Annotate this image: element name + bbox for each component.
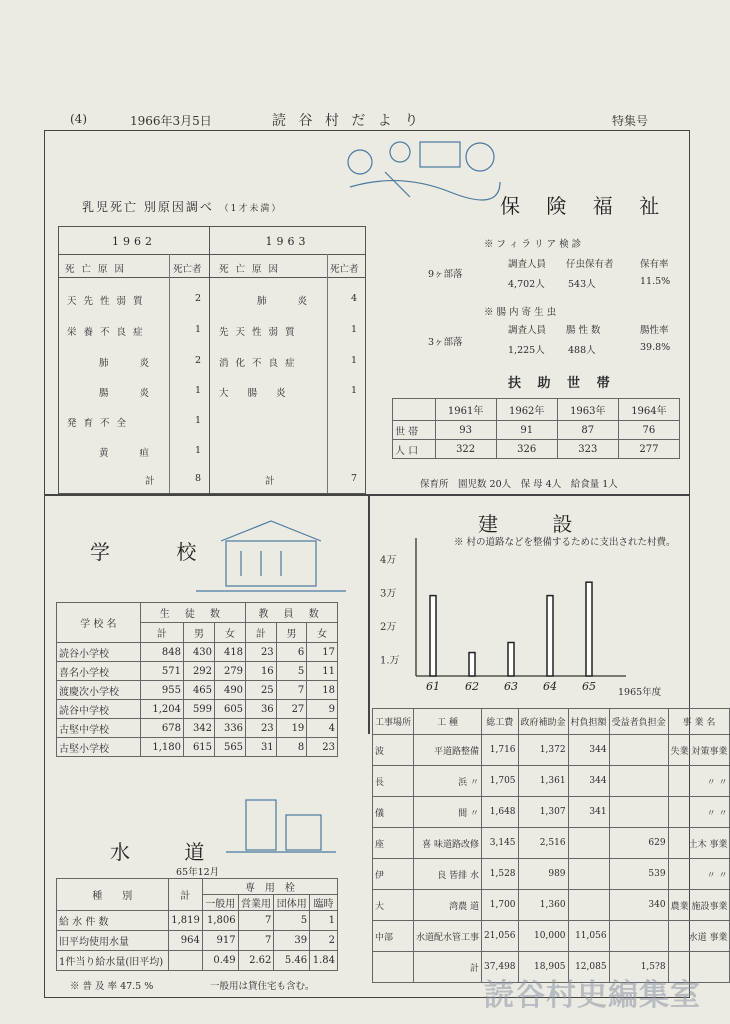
- table-cell: 12,085: [568, 952, 609, 983]
- table-cell: 水道配水管工事: [414, 921, 482, 952]
- table-cell: 37,498: [482, 952, 519, 983]
- worm-heading: ※ 腸 内 寄 生 虫: [484, 307, 557, 318]
- table-cell: 615: [184, 738, 215, 757]
- table-cell: 0.49: [202, 951, 238, 971]
- table-cell: 〃 〃: [668, 766, 730, 797]
- water-title: 水 道: [110, 840, 229, 864]
- cause: 天 先 性 弱 質: [67, 296, 145, 307]
- table-cell: 古堅中学校: [57, 719, 141, 738]
- x-tick-label: 61: [426, 680, 440, 693]
- filaria-area: 9ヶ部落: [428, 269, 463, 280]
- cause: 大 腸 炎: [219, 388, 294, 399]
- table-row: [57, 931, 338, 951]
- filaria-heading: ※ フ ィ ラ リ ア 検 診: [484, 239, 582, 250]
- table-cell: 儀: [373, 797, 414, 828]
- column-header: 生 徒 数: [140, 603, 245, 623]
- value: 543人: [568, 279, 596, 290]
- table-cell: 2,516: [518, 828, 568, 859]
- table-cell: 喜名小学校: [57, 662, 141, 681]
- table-cell: 1,361: [518, 766, 568, 797]
- table-cell: 465: [184, 681, 215, 700]
- table-cell: 間 〃: [414, 797, 482, 828]
- table-cell: 水道 事業: [668, 921, 730, 952]
- y-tick-label: 3万: [380, 588, 397, 600]
- table-cell: [609, 766, 668, 797]
- count: 1: [350, 355, 357, 366]
- table-row: [373, 766, 730, 797]
- table-cell: 平道路整備: [414, 735, 482, 766]
- y-tick-label: 2万: [380, 621, 397, 633]
- table-row: [57, 700, 338, 719]
- column-header: 男: [276, 623, 307, 643]
- table-row: [57, 951, 338, 971]
- year-header: 1963年: [557, 399, 618, 421]
- nursery-info: 保育所 園児数 20人 保 母 4人 給食量 1人: [420, 479, 618, 490]
- column-header: 種 別: [57, 879, 169, 911]
- column-header: 学 校 名: [57, 603, 141, 643]
- fiscal-year-label: 1965年度: [618, 687, 662, 698]
- table-cell: 1,180: [140, 738, 183, 757]
- column-header: 死亡者: [173, 264, 202, 275]
- table-cell: 1: [310, 911, 338, 931]
- value: 488人: [568, 345, 596, 356]
- table-row: [57, 662, 338, 681]
- value: 39.8%: [640, 342, 671, 353]
- table-cell: 1,360: [518, 890, 568, 921]
- value: 277: [618, 440, 679, 459]
- table-cell: 565: [215, 738, 246, 757]
- table-cell: 1,648: [482, 797, 519, 828]
- column-header: 村負担額: [568, 709, 609, 735]
- table-cell: 599: [184, 700, 215, 719]
- table-cell: 1,372: [518, 735, 568, 766]
- table-cell: 9: [307, 700, 338, 719]
- table-cell: 1,307: [518, 797, 568, 828]
- table-cell: 1,528: [482, 859, 519, 890]
- table-row: [57, 911, 338, 931]
- cause: 黄 疸: [98, 448, 163, 459]
- value: 1,225人: [508, 345, 545, 356]
- table-row: [57, 681, 338, 700]
- school-illustration: [196, 516, 346, 596]
- table-cell: 7: [238, 931, 274, 951]
- table-cell: 11: [307, 662, 338, 681]
- coverage-note: ※ 普 及 率 47.5 %: [70, 981, 154, 992]
- count: 1: [194, 415, 201, 426]
- table-cell: 大: [373, 890, 414, 921]
- table-cell: 344: [568, 735, 609, 766]
- bar: [547, 596, 553, 676]
- table-cell: 7: [238, 911, 274, 931]
- table-cell: 1,204: [140, 700, 183, 719]
- column-header: 総工費: [482, 709, 519, 735]
- y-tick-label: 4万: [380, 554, 397, 566]
- table-cell: 539: [609, 859, 668, 890]
- column-header: 工 種: [414, 709, 482, 735]
- table-cell: 989: [518, 859, 568, 890]
- bar: [469, 653, 475, 676]
- table-cell: 3,145: [482, 828, 519, 859]
- table-cell: 1,700: [482, 890, 519, 921]
- column-header: 仔虫保有者: [566, 259, 614, 270]
- table-cell: 湾農 道: [414, 890, 482, 921]
- table-cell: 波: [373, 735, 414, 766]
- table-cell: 336: [215, 719, 246, 738]
- column-header: 団体用: [274, 895, 310, 911]
- column-header: 女: [307, 623, 338, 643]
- year-header: 1962年: [496, 399, 557, 421]
- column-header: 専 用 栓: [202, 879, 337, 895]
- column-header: 営業用: [238, 895, 274, 911]
- divider: [44, 494, 368, 496]
- cause: 栄 養 不 良 症: [67, 327, 145, 338]
- table-cell: 23: [246, 643, 277, 662]
- column-header: 腸性率: [640, 325, 669, 336]
- table-cell: [609, 921, 668, 952]
- aid-table: [392, 398, 680, 459]
- column-header: 教 員 数: [246, 603, 338, 623]
- cause: 消 化 不 良 症: [219, 358, 297, 369]
- table-cell: 渡慶次小学校: [57, 681, 141, 700]
- count: 1: [194, 385, 201, 396]
- table-cell: 11,056: [568, 921, 609, 952]
- column-header: 死亡者: [330, 264, 359, 275]
- value: 4,702人: [508, 279, 545, 290]
- table-cell: [609, 735, 668, 766]
- bar: [430, 596, 436, 676]
- table-cell: 1,716: [482, 735, 519, 766]
- table-cell: 340: [609, 890, 668, 921]
- table-cell: 848: [140, 643, 183, 662]
- table-cell: 浜 〃: [414, 766, 482, 797]
- divider: [368, 494, 690, 496]
- table-cell: 中部: [373, 921, 414, 952]
- cause: 腸 炎: [98, 388, 163, 399]
- cause: 発 育 不 全: [67, 418, 129, 429]
- table-cell: 39: [274, 931, 310, 951]
- table-cell: 2: [310, 931, 338, 951]
- table-cell: [568, 890, 609, 921]
- total-label: 計: [145, 476, 155, 487]
- table-row: [373, 890, 730, 921]
- table-row: [373, 921, 730, 952]
- table-cell: 23: [307, 738, 338, 757]
- column-header: 一般用: [202, 895, 238, 911]
- column-header: 計: [140, 623, 183, 643]
- table-cell: 1,819: [168, 911, 202, 931]
- cause: 肺 炎: [98, 358, 163, 369]
- year-header: 1962: [112, 235, 156, 248]
- worm-area: 3ヶ部落: [428, 337, 463, 348]
- construction-chart: [372, 528, 688, 704]
- table-row: [373, 797, 730, 828]
- archive-watermark: 読谷村史編集室: [484, 978, 701, 1013]
- table-cell: 失業 対策事業: [668, 735, 730, 766]
- count: 2: [194, 293, 201, 304]
- table-cell: 19: [276, 719, 307, 738]
- table-cell: 1,806: [202, 911, 238, 931]
- table-cell: 1,705: [482, 766, 519, 797]
- column-header: 受益者負担金: [609, 709, 668, 735]
- table-cell: 629: [609, 828, 668, 859]
- aid-title: 扶 助 世 帯: [508, 376, 616, 391]
- value: 93: [435, 421, 496, 440]
- total-label: 計: [265, 476, 275, 487]
- x-tick-label: 62: [465, 680, 479, 693]
- table-cell: 4: [307, 719, 338, 738]
- column-header: 保有率: [640, 259, 669, 270]
- row-label: 世 帯: [393, 421, 436, 440]
- count: 1: [194, 445, 201, 456]
- column-header: 事 業 名: [668, 709, 730, 735]
- table-cell: 21,056: [482, 921, 519, 952]
- column-header: 女: [215, 623, 246, 643]
- year-header: 1964年: [618, 399, 679, 421]
- school-table: [56, 602, 338, 757]
- table-cell: 8: [276, 738, 307, 757]
- table-row: [373, 828, 730, 859]
- table-cell: 964: [168, 931, 202, 951]
- table-cell: 1,5?8: [609, 952, 668, 983]
- column-header: 男: [184, 623, 215, 643]
- table-cell: [568, 859, 609, 890]
- table-row: [373, 735, 730, 766]
- table-cell: 座: [373, 828, 414, 859]
- table-cell: 18: [307, 681, 338, 700]
- table-cell: 27: [276, 700, 307, 719]
- page-number: (4): [70, 112, 87, 126]
- water-note: 一般用は貸住宅も含む。: [210, 981, 315, 992]
- table-cell: 旧平均使用水量: [57, 931, 169, 951]
- table-cell: 605: [215, 700, 246, 719]
- value: 326: [496, 440, 557, 459]
- column-header: 腸 性 数: [566, 325, 601, 336]
- table-row: [57, 738, 338, 757]
- table-cell: 292: [184, 662, 215, 681]
- welfare-title: 保 険 福 祉: [500, 194, 670, 218]
- table-cell: 計: [414, 952, 482, 983]
- table-cell: 農業 施設事業: [668, 890, 730, 921]
- column-header: 工事場所: [373, 709, 414, 735]
- table-cell: 279: [215, 662, 246, 681]
- table-cell: 良 皆排 水: [414, 859, 482, 890]
- table-cell: 917: [202, 931, 238, 951]
- x-tick-label: 63: [504, 680, 518, 693]
- table-cell: 36: [246, 700, 277, 719]
- x-tick-label: 64: [543, 680, 557, 693]
- cause: 肺 炎: [256, 296, 321, 307]
- table-cell: 25: [246, 681, 277, 700]
- year-header: 1963: [265, 235, 310, 248]
- table-cell: 344: [568, 766, 609, 797]
- bar: [508, 643, 514, 677]
- infant-table: [58, 226, 366, 494]
- y-tick-label: 1.万: [380, 655, 400, 667]
- column-header: 調査人員: [508, 325, 547, 336]
- table-cell: 31: [246, 738, 277, 757]
- value: 91: [496, 421, 557, 440]
- table-cell: 342: [184, 719, 215, 738]
- construction-table: [372, 708, 730, 983]
- table-cell: 伊: [373, 859, 414, 890]
- table-cell: 418: [215, 643, 246, 662]
- table-cell: 読谷中学校: [57, 700, 141, 719]
- column-header: 政府補助金: [518, 709, 568, 735]
- column-header: 計: [246, 623, 277, 643]
- divider: [368, 494, 370, 734]
- table-cell: 5: [274, 911, 310, 931]
- table-cell: 喜 味道路改修: [414, 828, 482, 859]
- school-title: 学 校: [90, 540, 227, 564]
- total: 8: [194, 473, 201, 484]
- table-cell: [373, 952, 414, 983]
- value: 11.5%: [640, 276, 671, 287]
- table-cell: 678: [140, 719, 183, 738]
- table-cell: 古堅小学校: [57, 738, 141, 757]
- table-cell: 土木 事業: [668, 828, 730, 859]
- value: 322: [435, 440, 496, 459]
- table-cell: 1.84: [310, 951, 338, 971]
- construction-title: 建 設: [478, 512, 597, 536]
- table-cell: 2.62: [238, 951, 274, 971]
- column-header: 調査人員: [508, 259, 547, 270]
- table-cell: [168, 951, 202, 971]
- water-rows: [57, 911, 338, 971]
- column-header: 臨時: [310, 895, 338, 911]
- table-cell: 給 水 件 数: [57, 911, 169, 931]
- table-cell: 〃 〃: [668, 797, 730, 828]
- table-cell: [568, 828, 609, 859]
- row-label: 人 口: [393, 440, 436, 459]
- table-cell: 18,905: [518, 952, 568, 983]
- table-cell: 16: [246, 662, 277, 681]
- table-cell: 955: [140, 681, 183, 700]
- table-cell: 490: [215, 681, 246, 700]
- water-table: [56, 878, 338, 971]
- table-row: [373, 859, 730, 890]
- table-cell: 17: [307, 643, 338, 662]
- table-cell: 7: [276, 681, 307, 700]
- table-cell: 341: [568, 797, 609, 828]
- x-tick-label: 65: [582, 680, 596, 693]
- column-header: 死 亡 原 因: [65, 264, 127, 275]
- construction-note: ※ 村の道路などを整備するために支出された村費。: [454, 537, 676, 548]
- table-row: [57, 643, 338, 662]
- table-cell: 10,000: [518, 921, 568, 952]
- table-cell: [609, 797, 668, 828]
- count: 1: [350, 324, 357, 335]
- column-header: 計: [168, 879, 202, 911]
- water-illustration: [226, 790, 336, 860]
- value: 323: [557, 440, 618, 459]
- infant-title: 乳児死亡 別原因調べ （1才未満）: [82, 200, 283, 214]
- count: 2: [194, 355, 201, 366]
- count: 1: [194, 324, 201, 335]
- table-cell: 430: [184, 643, 215, 662]
- value: 76: [618, 421, 679, 440]
- table-cell: 〃 〃: [668, 859, 730, 890]
- total: 7: [350, 473, 357, 484]
- newsletter-title: 読 谷 村 だ よ り: [272, 113, 423, 129]
- table-cell: 長: [373, 766, 414, 797]
- cause: 先 天 性 弱 質: [219, 327, 297, 338]
- table-cell: 571: [140, 662, 183, 681]
- table-cell: 読谷小学校: [57, 643, 141, 662]
- table-cell: 6: [276, 643, 307, 662]
- bar: [586, 582, 592, 676]
- issue-label: 特集号: [612, 114, 649, 128]
- table-cell: 5: [276, 662, 307, 681]
- column-header: 死 亡 原 因: [219, 264, 281, 275]
- table-row: [57, 719, 338, 738]
- table-cell: 5.46: [274, 951, 310, 971]
- table-cell: 1件当り給水量(旧平均): [57, 951, 169, 971]
- issue-date: 1966年3月5日: [130, 114, 212, 128]
- school-rows: [57, 643, 338, 757]
- water-date: 65年12月: [176, 867, 220, 878]
- table-cell: 23: [246, 719, 277, 738]
- year-header: 1961年: [435, 399, 496, 421]
- count: 4: [350, 293, 357, 304]
- count: 1: [350, 385, 357, 396]
- value: 87: [557, 421, 618, 440]
- construction-rows: [373, 735, 730, 983]
- illustration: [340, 132, 510, 202]
